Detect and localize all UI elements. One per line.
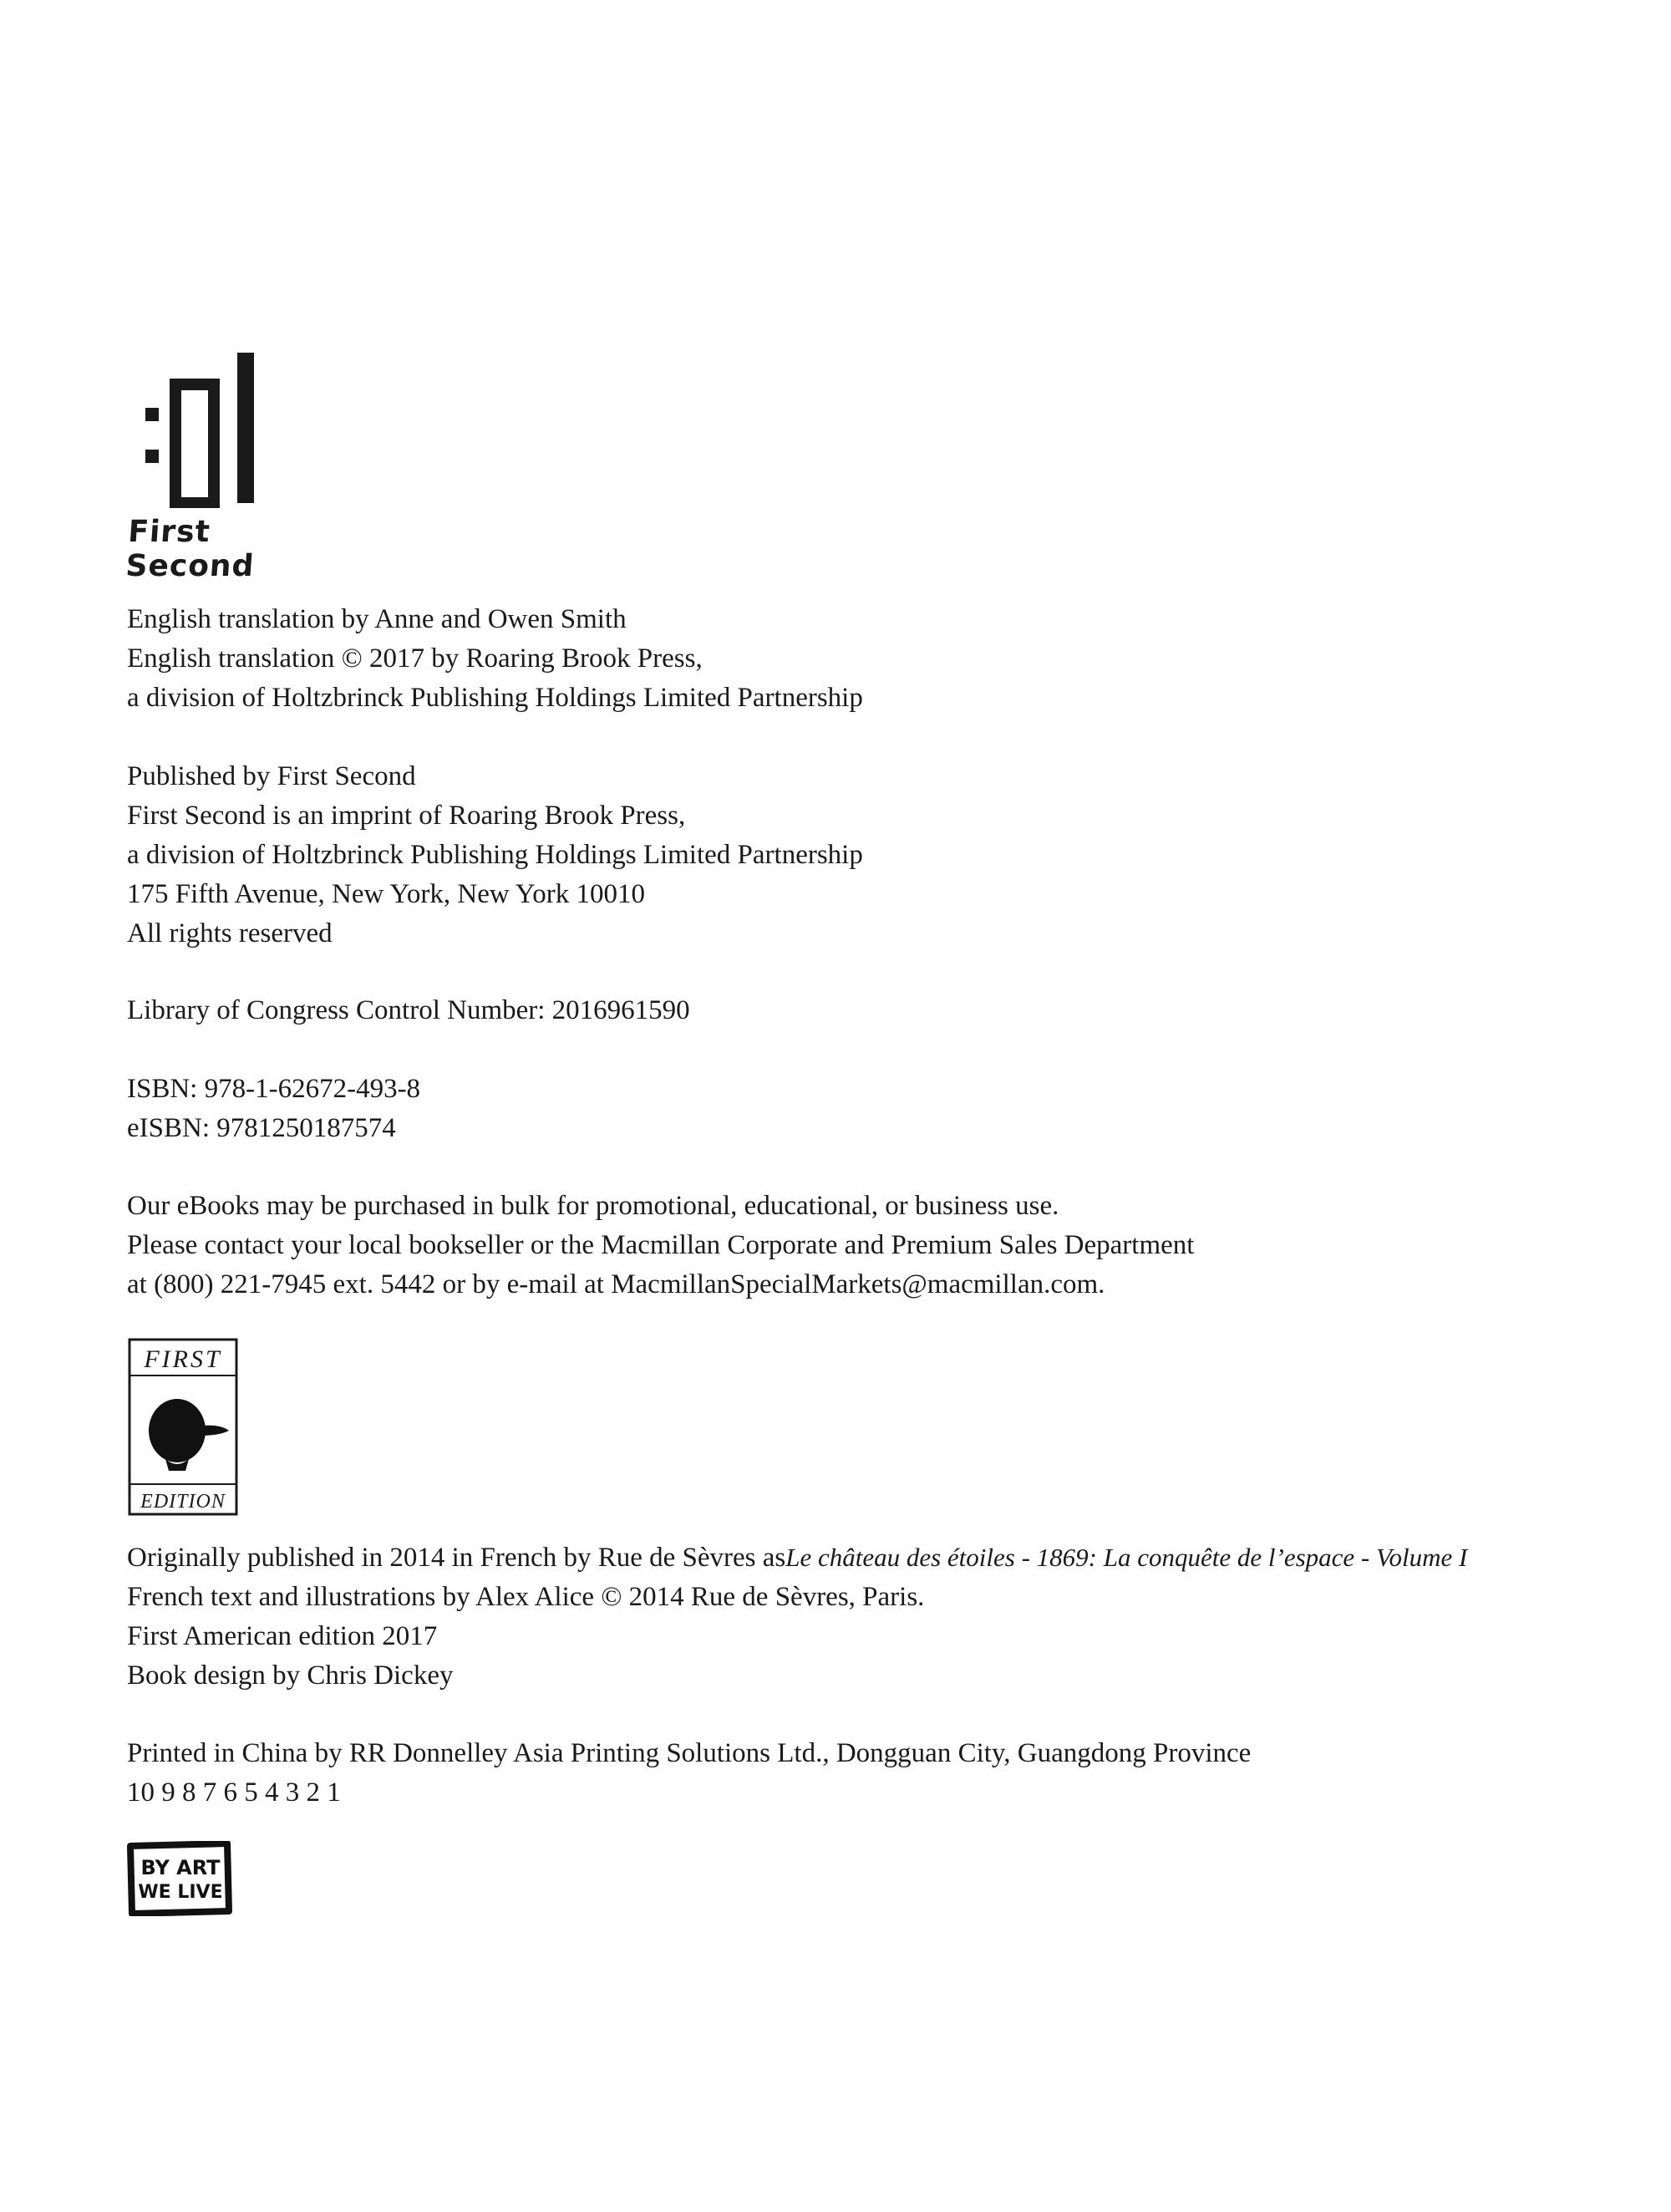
isbn-line: ISBN: 978-1-62672-493-8 xyxy=(127,1074,421,1104)
original-prefix: Originally published in 2014 in French by Rue de Sèvres as xyxy=(127,1543,786,1573)
badge-bottom-text: EDITION xyxy=(140,1491,226,1513)
bulk-line: Our eBooks may be purchased in bulk for promotional, educational, or business use. xyxy=(127,1191,1059,1221)
first-second-mark-icon xyxy=(127,349,294,508)
loc-line: Library of Congress Control Number: 2016961590 xyxy=(127,995,690,1025)
bulk-line: Please contact your local bookseller or the Macmillan Corporate and Premium Sales Department xyxy=(127,1230,1195,1260)
publisher-line: 175 Fifth Avenue, New York, New York 10010 xyxy=(127,879,645,909)
bulk-sales-info xyxy=(127,1187,1194,1304)
credit-line: English translation © 2017 by Roaring Brook Press, xyxy=(127,643,703,674)
first-second-logo xyxy=(124,349,311,583)
printing-info xyxy=(127,1734,1251,1813)
publisher-line: First Second is an imprint of Roaring Brook Press, xyxy=(127,801,686,831)
first-second-wordmark: First Second xyxy=(124,515,256,583)
publisher-info xyxy=(127,757,863,953)
isbn-info xyxy=(127,1070,420,1148)
head-silhouette-icon xyxy=(149,1399,229,1471)
badge-top-text: FIRST xyxy=(144,1345,222,1373)
eisbn-line: eISBN: 9781250187574 xyxy=(127,1113,396,1143)
first-edition-badge xyxy=(127,1337,239,1517)
original-publication-info xyxy=(127,1538,1467,1696)
publisher-line: Published by First Second xyxy=(127,761,416,791)
original-line-2: French text and illustrations by Alex Alice © 2014 Rue de Sèvres, Paris. xyxy=(127,1582,925,1612)
original-line-3: First American edition 2017 xyxy=(127,1621,438,1651)
bulk-line: at (800) 221-7945 ext. 5442 or by e-mail at MacmillanSpecialMarkets@macmillan.com. xyxy=(127,1269,1105,1299)
credit-line: a division of Holtzbrinck Publishing Holdings Limited Partnership xyxy=(127,683,863,713)
printer-line: Printed in China by RR Donnelley Asia Printing Solutions Ltd., Dongguan City, Guangdong Province xyxy=(127,1738,1252,1768)
by-art-we-live-stamp xyxy=(127,1841,232,1916)
publisher-line: a division of Holtzbrinck Publishing Holdings Limited Partnership xyxy=(127,840,863,870)
loc-control-number xyxy=(127,991,690,1030)
credit-line: English translation by Anne and Owen Smith xyxy=(127,604,627,634)
original-line-1 xyxy=(127,1538,1467,1578)
original-title: Le château des étoiles - 1869: La conquête de l’espace - Volume I xyxy=(785,1543,1468,1572)
number-line: 10 9 8 7 6 5 4 3 2 1 xyxy=(127,1777,341,1808)
original-line-4: Book design by Chris Dickey xyxy=(127,1660,454,1691)
stamp-line-1: BY ART xyxy=(140,1856,221,1879)
publisher-line: All rights reserved xyxy=(127,918,333,948)
translation-credits xyxy=(127,600,863,718)
stamp-line-2: WE LIVE xyxy=(138,1882,223,1903)
